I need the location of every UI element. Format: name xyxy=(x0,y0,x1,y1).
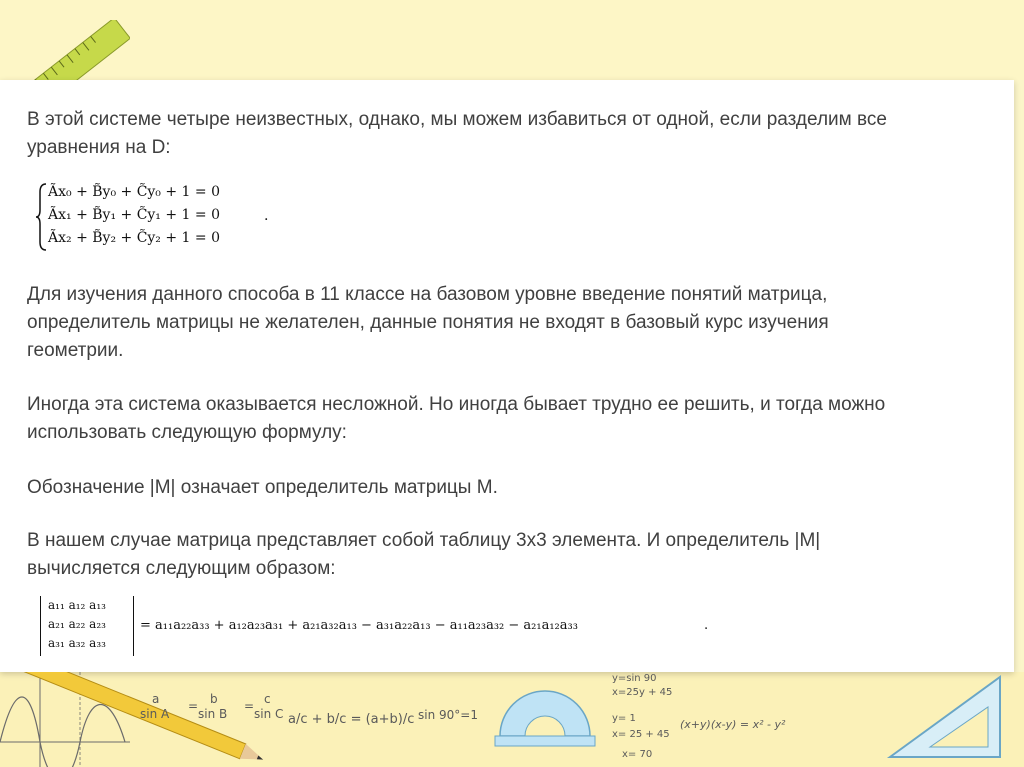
set-square-icon xyxy=(880,672,1010,762)
matrix-row-3: a₃₁ a₃₂ a₃₃ xyxy=(48,636,106,650)
content-card xyxy=(0,80,1014,672)
matrix-row-2: a₂₁ a₂₂ a₂₃ xyxy=(48,617,106,631)
paragraph-3-line-1: Иногда эта система оказывается несложной. Но иногда бывает трудно ее решить, и тогда можно xyxy=(27,394,886,415)
determinant-trailing-dot: . xyxy=(704,618,709,633)
protractor-icon xyxy=(490,676,600,756)
left-brace-icon xyxy=(36,182,48,252)
equation-system xyxy=(36,182,296,252)
identity-formula: (x+y)(x-y) = x² - y² xyxy=(680,718,786,731)
system-equation-3: Ãx₂ + B̃y₂ + C̃y₂ + 1 = 0 xyxy=(48,230,220,246)
system-trailing-dot: . xyxy=(264,208,269,224)
system-equation-2: Ãx₁ + B̃y₁ + C̃y₁ + 1 = 0 xyxy=(48,207,220,223)
paragraph-1-line-2: уравнения на D: xyxy=(27,137,171,158)
paragraph-2-line-2: определитель матрицы не желателен, данные понятия не входят в базовый курс изучения xyxy=(27,312,829,333)
determinant-expansion: = a₁₁a₂₂a₃₃ + a₁₂a₂₃a₃₁ + a₂₁a₃₂a₁₃ − a₃₁a₂₂a₁₃ − a₁₁a₂₃a₃₂ − a₂₁a₁₂a₃₃ xyxy=(140,618,578,633)
paragraph-4-line-1: Обозначение |M| означает определитель матрицы M. xyxy=(27,477,498,498)
paragraph-1-line-1: В этой системе четыре неизвестных, однако, мы можем избавиться от одной, если разделим все xyxy=(27,109,887,130)
fraction-sum-formula: a/c + b/c = (a+b)/c xyxy=(288,712,415,727)
matrix-row-1: a₁₁ a₁₂ a₁₃ xyxy=(48,598,106,612)
bg-system-1-line-2: x=25y + 45 xyxy=(612,687,673,698)
law-of-sines-b: b xyxy=(210,692,218,706)
paragraph-3-line-2: использовать следующую формулу: xyxy=(27,422,347,443)
determinant-formula xyxy=(40,596,740,658)
paragraph-5-line-1: В нашем случае матрица представляет собой таблицу 3х3 элемента. И определитель |M| xyxy=(27,530,821,551)
law-of-sines-B: sin B xyxy=(198,707,228,721)
law-of-sines-c: c xyxy=(264,692,271,706)
bg-system-2-line-1: y= 1 xyxy=(612,713,636,724)
bg-system-1-line-1: y=sin 90 xyxy=(612,673,657,684)
bg-system-2-line-3: x= 70 xyxy=(622,749,653,760)
law-of-sines-formula: a sin A = b sin B = c sin C xyxy=(140,692,284,721)
sine-90-formula: sin 90°=1 xyxy=(418,708,478,722)
paragraph-2-line-1: Для изучения данного способа в 11 классе на базовом уровне введение понятий матрица, xyxy=(27,284,828,305)
paragraph-2-line-3: геометрии. xyxy=(27,340,124,361)
law-of-sines-C: sin C xyxy=(254,707,284,721)
bg-system-2-line-2: x= 25 + 45 xyxy=(612,729,670,740)
paragraph-5-line-2: вычисляется следующим образом: xyxy=(27,558,336,579)
law-of-sines-A: sin A xyxy=(140,707,170,721)
law-of-sines-a: a xyxy=(152,692,160,706)
background-top xyxy=(0,0,1024,80)
system-equation-1: Ãx₀ + B̃y₀ + C̃y₀ + 1 = 0 xyxy=(48,184,220,200)
